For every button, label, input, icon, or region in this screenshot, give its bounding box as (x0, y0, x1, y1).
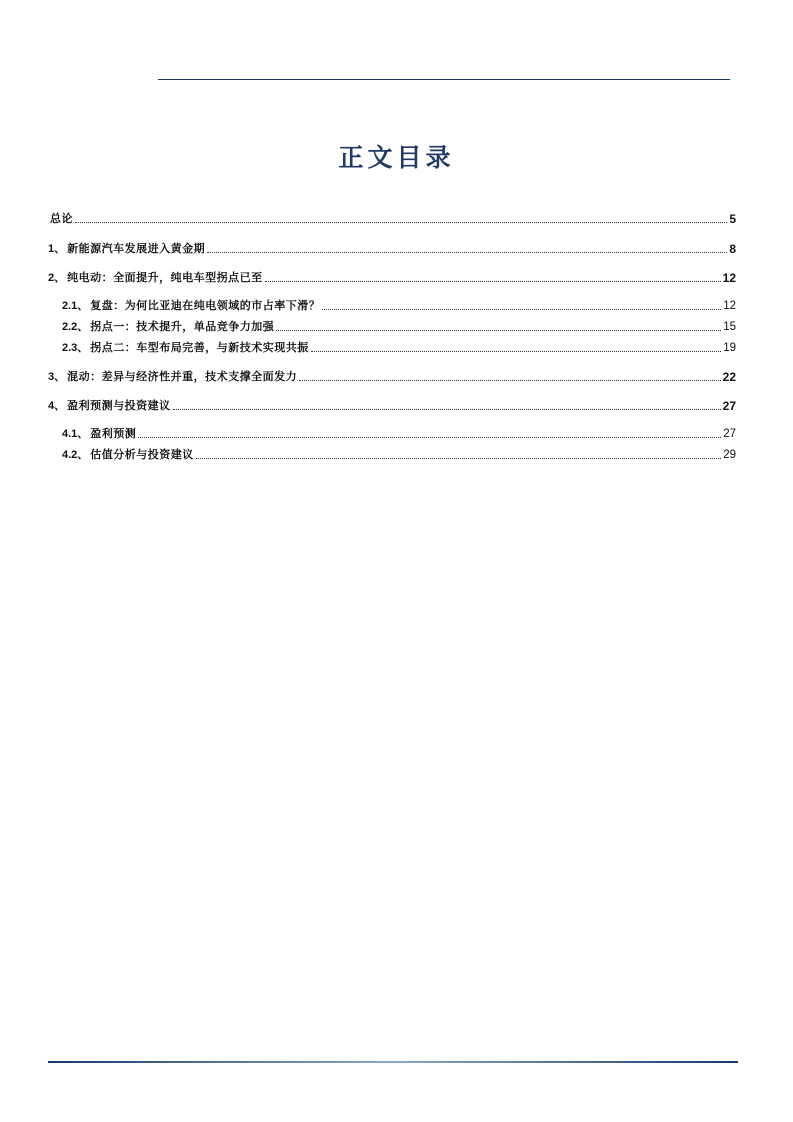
toc-entry-title: 拐点二：车型布局完善，与新技术实现共振 (90, 341, 309, 354)
toc-entry-number: 2、 (48, 272, 66, 284)
toc-entry-title: 复盘：为何比亚迪在纯电领域的市占率下滑？ (90, 299, 321, 312)
toc-entry-section-4-2[interactable] (62, 446, 736, 462)
toc-entry-page: 27 (722, 399, 736, 413)
toc-entry-page: 19 (723, 342, 736, 354)
toc-entry-number: 4、 (48, 400, 66, 412)
toc-entry-page: 27 (723, 428, 736, 440)
toc-entry-number: 4.2、 (62, 449, 89, 461)
toc-entry-page: 12 (723, 300, 736, 312)
toc-entry-summary[interactable] (48, 210, 736, 226)
toc-entry-title: 混动：差异与经济性并重，技术支撑全面发力 (67, 370, 298, 383)
footer-rule (48, 1061, 738, 1063)
dot-leader (75, 221, 727, 223)
dot-leader (207, 251, 727, 253)
toc-entry-page: 12 (722, 271, 736, 285)
toc-entry-section-2-1[interactable] (62, 297, 736, 313)
toc-entry-section-2[interactable] (48, 269, 736, 285)
toc-entry-number: 2.1、 (62, 300, 89, 312)
toc-entry-title: 盈利预测 (90, 427, 137, 440)
toc-entry-title: 拐点一：技术提升，单品竞争力加强 (90, 320, 275, 333)
toc-entry-number: 2.3、 (62, 342, 89, 354)
dot-leader (299, 379, 721, 381)
toc-entry-section-2-3[interactable] (62, 339, 736, 355)
toc-entry-page: 8 (729, 242, 736, 256)
toc-entry-number: 1、 (48, 243, 66, 255)
toc-entry-section-1[interactable] (48, 240, 736, 256)
toc-entry-page: 5 (729, 212, 736, 226)
toc-entry-section-3[interactable] (48, 368, 736, 384)
dot-leader (311, 350, 721, 352)
page-title: 正文目录 (338, 143, 455, 172)
toc-entry-page: 15 (723, 321, 736, 333)
dot-leader (322, 308, 721, 310)
toc-entry-page: 29 (723, 449, 736, 461)
toc-entry-section-4-1[interactable] (62, 425, 736, 441)
toc-entry-title: 纯电动：全面提升，纯电车型拐点已至 (67, 271, 263, 284)
dot-leader (196, 457, 721, 459)
dot-leader (276, 329, 721, 331)
toc-entry-page: 22 (722, 370, 736, 384)
toc-entry-number: 2.2、 (62, 321, 89, 333)
dot-leader (138, 436, 721, 438)
toc-entry-section-2-2[interactable] (62, 318, 736, 334)
toc-entry-section-4[interactable] (48, 397, 736, 413)
toc-entry-title: 盈利预测与投资建议 (67, 399, 171, 412)
toc-entry-number: 4.1、 (62, 428, 89, 440)
dot-leader (173, 408, 721, 410)
toc-entry-title: 新能源汽车发展进入黄金期 (67, 242, 206, 255)
toc-entry-number: 3、 (48, 371, 66, 383)
toc-entry-title: 估值分析与投资建议 (90, 448, 194, 461)
dot-leader (265, 280, 721, 282)
toc-entry-title: 总论 (50, 212, 73, 225)
